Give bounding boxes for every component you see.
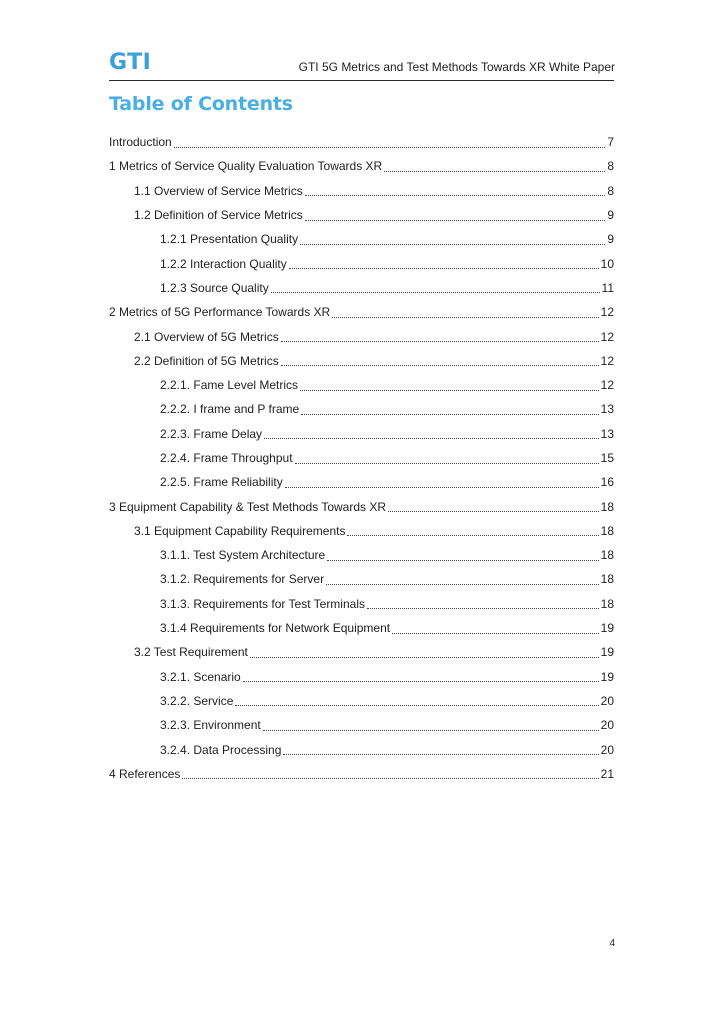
toc-entry-title: 2 Metrics of 5G Performance Towards XR <box>109 305 331 320</box>
toc-entry-title: 1.1 Overview of Service Metrics <box>134 183 303 198</box>
toc-entry-title: 3.2.3. Environment <box>160 718 261 733</box>
toc-entry[interactable] <box>109 616 614 640</box>
toc-dot-leader <box>281 351 599 366</box>
toc-dot-leader <box>281 327 599 342</box>
toc-entry-page: 12 <box>600 353 614 368</box>
toc-entry-title: 2.2 Definition of 5G Metrics <box>134 353 279 368</box>
toc-dot-leader <box>250 643 599 658</box>
toc-entry-title: 3 Equipment Capability & Test Methods Towards XR <box>109 499 387 514</box>
toc-entry[interactable] <box>109 397 614 421</box>
toc-entry-page: 13 <box>600 426 614 441</box>
toc-entry-page: 13 <box>600 402 614 417</box>
toc-entry-page: 7 <box>607 135 614 150</box>
toc-entry[interactable] <box>109 762 614 786</box>
toc-entry[interactable] <box>109 543 614 567</box>
toc-dot-leader <box>367 594 599 609</box>
toc-entry-title: 2.2.4. Frame Throughput <box>160 451 293 465</box>
toc-entry[interactable] <box>109 713 614 737</box>
toc-dot-leader <box>289 254 599 269</box>
toc-entry-title: 1 Metrics of Service Quality Evaluation Towards XR <box>109 159 383 174</box>
toc-dot-leader <box>332 303 598 318</box>
page-header <box>109 50 615 80</box>
toc-entry-title: 3.1.1. Test System Architecture <box>160 548 326 563</box>
toc-entry[interactable] <box>109 592 614 616</box>
toc-entry-page: 16 <box>600 475 614 490</box>
toc-entry-title: 3.2.1. Scenario <box>160 669 241 684</box>
toc-entry[interactable] <box>109 470 614 494</box>
toc-dot-leader <box>285 473 599 488</box>
toc-entry[interactable] <box>109 665 614 689</box>
toc-entry-page: 9 <box>607 232 614 247</box>
toc-entry[interactable] <box>109 446 614 470</box>
toc-dot-leader <box>347 521 598 536</box>
toc-entry-title: 1.2 Definition of Service Metrics <box>134 208 303 223</box>
toc-entry-title: 1.2.2 Interaction Quality <box>160 256 287 271</box>
toc-entry-title: 3.1.4 Requirements for Network Equipment <box>160 621 391 636</box>
toc-entry-title: 4 References <box>109 766 181 781</box>
toc-entry[interactable] <box>109 300 614 324</box>
toc-entry-page: 15 <box>600 451 614 465</box>
toc-entry[interactable] <box>109 349 614 373</box>
toc-entry-title: 3.1.2. Requirements for Server <box>160 572 325 587</box>
toc-entry-title: 3.1.3. Requirements for Test Terminals <box>160 596 365 611</box>
toc-heading: Table of Contents <box>109 93 293 115</box>
toc-entry-page: 8 <box>607 159 614 174</box>
toc-dot-leader <box>264 424 599 439</box>
toc-entry-page: 18 <box>600 523 614 538</box>
toc-entry-title: 2.2.2. I frame and P frame <box>160 402 300 417</box>
toc-entry-page: 19 <box>600 621 614 636</box>
toc-entry-page: 21 <box>600 766 614 781</box>
toc-entry-title: 3.2 Test Requirement <box>134 645 248 660</box>
toc-list <box>109 130 614 786</box>
toc-dot-leader <box>392 619 599 634</box>
toc-dot-leader <box>235 691 598 706</box>
toc-dot-leader <box>295 449 599 464</box>
toc-dot-leader <box>388 497 599 512</box>
toc-dot-leader <box>182 764 598 779</box>
page-number: 4 <box>609 938 615 949</box>
gti-logo: GTI <box>109 50 152 75</box>
toc-entry-page: 10 <box>600 256 614 271</box>
toc-entry[interactable] <box>109 689 614 713</box>
toc-entry-page: 18 <box>600 548 614 563</box>
toc-entry-page: 18 <box>600 572 614 587</box>
toc-entry-page: 9 <box>607 208 614 223</box>
toc-entry-title: 3.2.4. Data Processing <box>160 742 282 757</box>
toc-dot-leader <box>271 278 600 293</box>
toc-dot-leader <box>243 667 599 682</box>
toc-entry[interactable] <box>109 130 614 154</box>
toc-entry[interactable] <box>109 519 614 543</box>
toc-entry-page: 20 <box>600 742 614 757</box>
toc-entry-page: 18 <box>600 596 614 611</box>
toc-entry-page: 20 <box>600 718 614 733</box>
toc-entry-title: 1.2.1 Presentation Quality <box>160 232 299 247</box>
toc-entry-title: 2.1 Overview of 5G Metrics <box>134 329 279 344</box>
toc-entry-title: 3.1 Equipment Capability Requirements <box>134 523 346 538</box>
toc-entry[interactable] <box>109 422 614 446</box>
toc-dot-leader <box>326 570 599 585</box>
toc-dot-leader <box>300 376 599 391</box>
toc-entry-page: 12 <box>600 305 614 320</box>
toc-dot-leader <box>174 133 606 148</box>
toc-entry[interactable] <box>109 737 614 761</box>
toc-entry[interactable] <box>109 154 614 178</box>
toc-entry-page: 8 <box>607 183 614 198</box>
toc-entry-page: 12 <box>600 329 614 344</box>
toc-entry[interactable] <box>109 227 614 251</box>
toc-entry[interactable] <box>109 494 614 518</box>
toc-entry[interactable] <box>109 640 614 664</box>
toc-entry-title: 2.2.3. Frame Delay <box>160 426 263 441</box>
toc-entry-title: Introduction <box>109 135 172 150</box>
toc-dot-leader <box>305 206 606 221</box>
toc-entry-title: 3.2.2. Service <box>160 693 234 708</box>
toc-entry-title: 2.2.5. Frame Reliability <box>160 475 283 490</box>
toc-entry[interactable] <box>109 373 614 397</box>
toc-entry-page: 20 <box>600 693 614 708</box>
toc-dot-leader <box>301 400 598 415</box>
toc-dot-leader <box>283 740 598 755</box>
toc-entry[interactable] <box>109 179 614 203</box>
toc-dot-leader <box>263 716 599 731</box>
toc-dot-leader <box>300 230 605 245</box>
toc-entry-page: 12 <box>600 378 614 393</box>
toc-dot-leader <box>384 157 605 172</box>
toc-entry[interactable] <box>109 324 614 348</box>
toc-entry-title: 2.2.1. Fame Level Metrics <box>160 378 299 393</box>
document-title: GTI 5G Metrics and Test Methods Towards XR White Paper <box>298 60 615 74</box>
toc-entry-page: 19 <box>600 669 614 684</box>
toc-entry-title: 1.2.3 Source Quality <box>160 280 269 295</box>
toc-entry[interactable] <box>109 567 614 591</box>
toc-entry[interactable] <box>109 203 614 227</box>
header-divider <box>109 80 614 81</box>
toc-dot-leader <box>327 546 598 561</box>
toc-entry[interactable] <box>109 276 614 300</box>
toc-entry-page: 18 <box>600 499 614 514</box>
toc-entry-page: 19 <box>600 645 614 660</box>
toc-dot-leader <box>305 181 606 196</box>
toc-entry[interactable] <box>109 251 614 275</box>
toc-entry-page: 11 <box>601 280 614 295</box>
